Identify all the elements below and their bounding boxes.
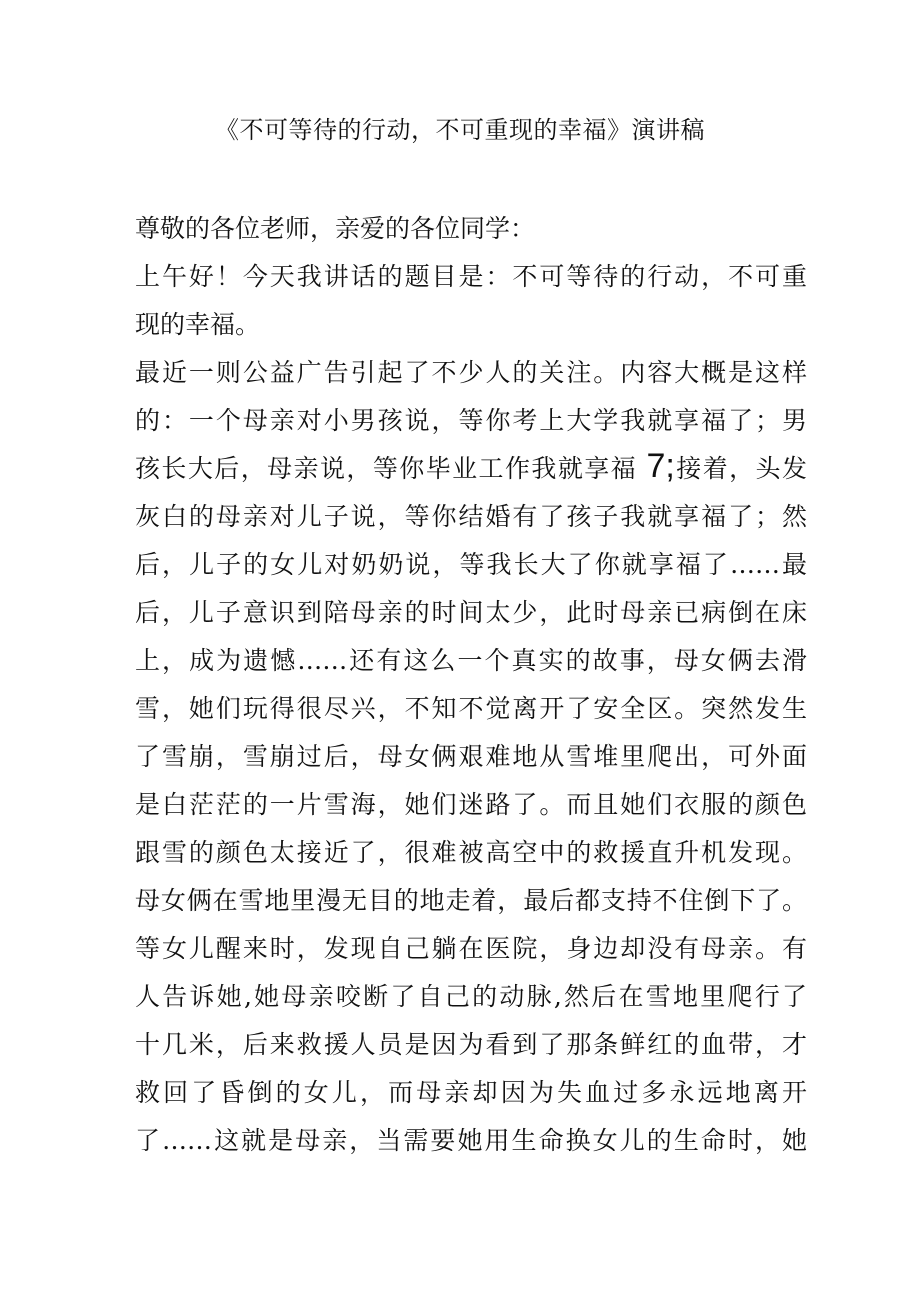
- line-segment: 接着，头发: [674, 454, 807, 483]
- paragraph-line: 上午好！今天我讲话的题目是：不可等待的行动，不可重: [135, 262, 807, 291]
- document-body: [135, 205, 807, 1165]
- paragraph-line: 跟雪的颜色太接近了，很难被高空中的救援直升机发现。: [135, 838, 807, 867]
- paragraph-line: 了雪崩，雪崩过后，母女俩艰难地从雪堆里爬出，可外面: [135, 742, 807, 771]
- paragraph-line: 现的幸福。: [135, 310, 261, 339]
- paragraph-line: 上，成为遗憾……还有这么一个真实的故事，母女俩去滑: [135, 646, 807, 675]
- paragraph-line: 是白茫茫的一片雪海，她们迷路了。而且她们衣服的颜色: [135, 790, 807, 819]
- paragraph-line: 救回了昏倒的女儿，而母亲却因为失血过多永远地离开: [135, 1078, 807, 1107]
- paragraph-line: 了……这就是母亲，当需要她用生命换女儿的生命时，她: [135, 1126, 807, 1155]
- paragraph-line-mixed: [135, 445, 807, 493]
- paragraph-line: 后，儿子意识到陪母亲的时间太少，此时母亲已病倒在床: [135, 598, 807, 627]
- paragraph-line: 人告诉她,她母亲咬断了自己的动脉,然后在雪地里爬行了: [135, 982, 807, 1011]
- paragraph-line: 后，儿子的女儿对奶奶说，等我长大了你就享福了……最: [135, 550, 807, 579]
- paragraph-line: 等女儿醒来时，发现自己躺在医院，身边却没有母亲。有: [135, 934, 807, 963]
- document-title: 《不可等待的行动，不可重现的幸福》演讲稿: [215, 116, 705, 144]
- salutation-line: 尊敬的各位老师，亲爱的各位同学：: [135, 214, 536, 243]
- paragraph-line: 十几米，后来救援人员是因为看到了那条鲜红的血带，才: [135, 1030, 807, 1059]
- line-segment: 孩长大后，母亲说，等你毕业工作我就享福: [135, 454, 638, 483]
- paragraph-line: 最近一则公益广告引起了不少人的关注。内容大概是这样: [135, 358, 807, 387]
- paragraph-line: 的：一个母亲对小男孩说，等你考上大学我就享福了；男: [135, 406, 807, 435]
- inline-large-text: 7;: [646, 447, 675, 485]
- paragraph-line: 母女俩在雪地里漫无目的地走着，最后都支持不住倒下了。: [135, 886, 807, 915]
- paragraph-line: 雪，她们玩得很尽兴，不知不觉离开了安全区。突然发生: [135, 694, 807, 723]
- paragraph-line: 灰白的母亲对儿子说，等你结婚有了孩子我就享福了；然: [135, 502, 807, 531]
